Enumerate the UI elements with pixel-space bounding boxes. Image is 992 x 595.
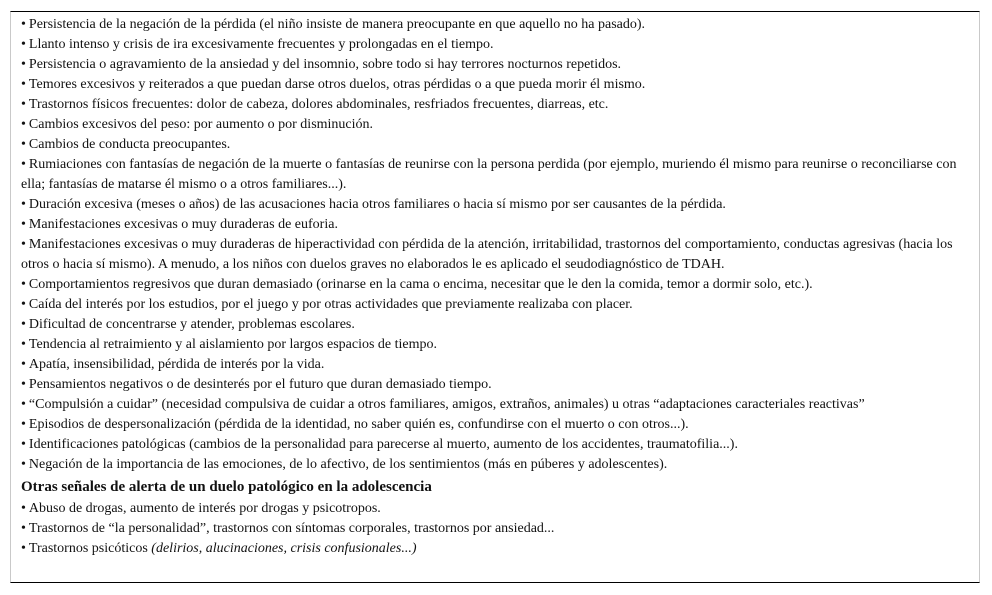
bullet: •	[21, 117, 26, 132]
list-item-text: Duración excesiva (meses o años) de las acusaciones hacia otros familiares o hacia sí mismo por ser causantes de la pérdida.	[28, 197, 726, 212]
list-item	[21, 115, 961, 135]
bullet: •	[21, 457, 26, 472]
list-item	[21, 15, 961, 35]
list-item-text: Persistencia de la negación de la pérdida (el niño insiste de manera preocupante en que aquello no ha pasado).	[28, 17, 646, 32]
bullet: •	[21, 217, 26, 232]
warning-signs-list	[21, 15, 961, 559]
list-item-text: Cambios de conducta preocupantes.	[28, 137, 231, 152]
bullet: •	[21, 541, 26, 556]
list-item	[21, 135, 961, 155]
list-item	[21, 75, 961, 95]
list-item	[21, 539, 961, 559]
list-item	[21, 395, 961, 415]
list-item	[21, 235, 961, 275]
list-item	[21, 435, 961, 455]
bullet: •	[21, 77, 26, 92]
list-item	[21, 95, 961, 115]
bullet: •	[21, 157, 26, 172]
list-item	[21, 499, 961, 519]
list-item	[21, 215, 961, 235]
bullet: •	[21, 277, 26, 292]
list-item-text: Caída del interés por los estudios, por el juego y por otras actividades que previamente realizaba con placer.	[28, 297, 633, 312]
list-item-text: Trastornos de “la personalidad”, trastornos con síntomas corporales, trastornos por ansiedad...	[28, 521, 555, 536]
list-item-text: Episodios de despersonalización (pérdida de la identidad, no saber quién es, confundirse con el muerto o con otros...).	[28, 417, 689, 432]
list-item	[21, 295, 961, 315]
bullet: •	[21, 97, 26, 112]
list-item-text: Temores excesivos y reiterados a que puedan darse otros duelos, otras pérdidas o a que pueda morir él mismo.	[28, 77, 646, 92]
bullet: •	[21, 137, 26, 152]
bullet: •	[21, 437, 26, 452]
list-item	[21, 315, 961, 335]
list-item	[21, 55, 961, 75]
list-item-text: Comportamientos regresivos que duran demasiado (orinarse en la cama o encima, necesitar que le den la comida, temor a dormir solo, etc.).	[28, 277, 813, 292]
bullet: •	[21, 377, 26, 392]
bullet: •	[21, 337, 26, 352]
section-heading: Otras señales de alerta de un duelo patológico en la adolescencia	[21, 479, 432, 495]
list-item	[21, 195, 961, 215]
bullet: •	[21, 317, 26, 332]
list-item-text: Cambios excesivos del peso: por aumento o por disminución.	[28, 117, 374, 132]
bullet: •	[21, 197, 26, 212]
list-item-text: Tendencia al retraimiento y al aislamiento por largos espacios de tiempo.	[28, 337, 438, 352]
list-item-text: Rumiaciones con fantasías de negación de la muerte o fantasías de reunirse con la persona perdida (por ejemplo, muriendo él mismo para reunirse o reconciliarse con ella; fantasías de matarse él mismo o a otros familiares...).	[21, 157, 957, 192]
list-item	[21, 375, 961, 395]
bullet: •	[21, 357, 26, 372]
bullet: •	[21, 297, 26, 312]
bullet: •	[21, 37, 26, 52]
list-item	[21, 155, 961, 195]
list-item-text: Abuso de drogas, aumento de interés por drogas y psicotropos.	[28, 501, 381, 516]
child-signs-list	[21, 15, 961, 475]
list-item-text: “Compulsión a cuidar” (necesidad compulsiva de cuidar a otros familiares, amigos, extraños, animales) u otras “adaptaciones caracteriales reactivas”	[28, 397, 865, 412]
bullet: •	[21, 57, 26, 72]
list-item	[21, 355, 961, 375]
list-item-text: Identificaciones patológicas (cambios de la personalidad para parecerse al muerto, aumento de los accidentes, traumatofilia...).	[28, 437, 738, 452]
list-item-text: Negación de la importancia de las emociones, de lo afectivo, de los sentimientos (más en púberes y adolescentes).	[28, 457, 668, 472]
bullet: •	[21, 237, 26, 252]
list-item-text: Persistencia o agravamiento de la ansiedad y del insomnio, sobre todo si hay terrores nocturnos repetidos.	[28, 57, 622, 72]
list-item-text: Trastornos físicos frecuentes: dolor de cabeza, dolores abdominales, resfriados frecuentes, diarreas, etc.	[28, 97, 609, 112]
list-item	[21, 275, 961, 295]
list-item-text: Llanto intenso y crisis de ira excesivamente frecuentes y prolongadas en el tiempo.	[28, 37, 494, 52]
list-item-italic-text: (delirios, alucinaciones, crisis confusionales...)	[151, 541, 417, 556]
bullet: •	[21, 521, 26, 536]
list-item-text: Apatía, insensibilidad, pérdida de interés por la vida.	[28, 357, 325, 372]
bullet: •	[21, 397, 26, 412]
list-item	[21, 335, 961, 355]
bullet: •	[21, 501, 26, 516]
adolescence-signs-list	[21, 499, 961, 539]
list-item-text: Pensamientos negativos o de desinterés por el futuro que duran demasiado tiempo.	[28, 377, 492, 392]
bullet: •	[21, 417, 26, 432]
list-item-text: Trastornos psicóticos	[28, 541, 152, 556]
bullet: •	[21, 17, 26, 32]
table-frame	[10, 11, 980, 583]
list-item	[21, 519, 961, 539]
list-item	[21, 455, 961, 475]
list-item	[21, 415, 961, 435]
list-item-text: Manifestaciones excesivas o muy duraderas de euforia.	[28, 217, 338, 232]
list-item-text: Manifestaciones excesivas o muy duraderas de hiperactividad con pérdida de la atención, irritabilidad, trastornos del comportamiento, conductas agresivas (hacia los otros o hacia sí mismo). A menudo, a los niños con duelos graves no elaborados le es aplicado el seudodiagnóstico de TDAH.	[21, 237, 953, 272]
list-item	[21, 35, 961, 55]
list-item-text: Dificultad de concentrarse y atender, problemas escolares.	[28, 317, 355, 332]
